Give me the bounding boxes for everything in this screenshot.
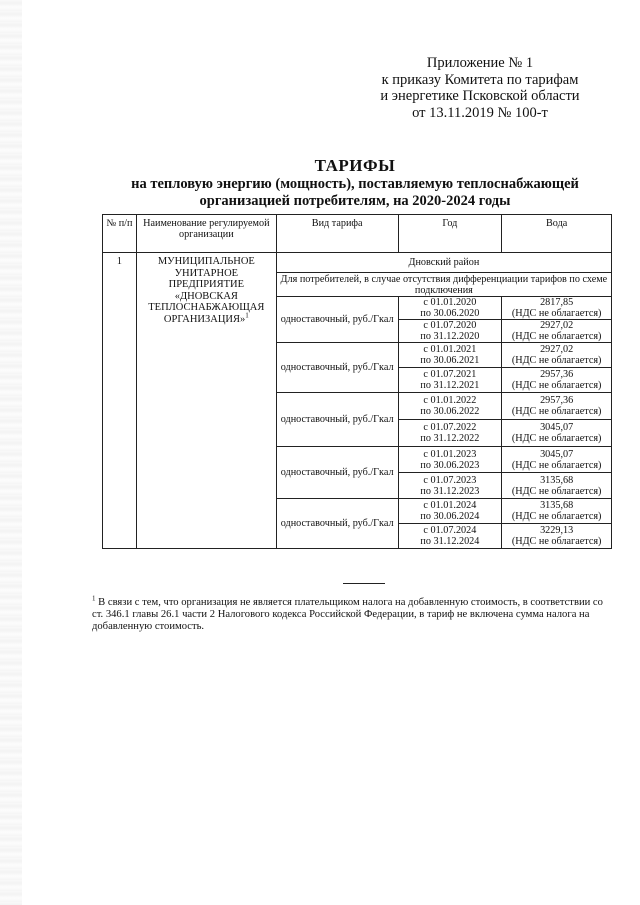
scan-edge-artifact bbox=[0, 0, 22, 905]
period-cell bbox=[398, 473, 502, 499]
vat-note: (НДС не облагается) bbox=[511, 536, 602, 547]
period-to: по 30.06.2021 bbox=[420, 355, 480, 366]
tariff-value: 3045,07 bbox=[540, 422, 574, 433]
period-cell bbox=[398, 297, 502, 320]
value-cell bbox=[502, 473, 612, 499]
appendix-line-3: и энергетике Псковской области bbox=[380, 88, 580, 104]
title-line-2: организацией потребителям, на 2020-2024 годы bbox=[199, 193, 511, 209]
period-to: по 31.12.2020 bbox=[420, 331, 480, 342]
appendix-line-2: к приказу Комитета по тарифам bbox=[381, 71, 579, 88]
period-to: по 31.12.2023 bbox=[420, 485, 480, 497]
period-cell bbox=[398, 499, 502, 524]
period-from: с 01.07.2023 bbox=[423, 474, 477, 486]
row-number: 1 bbox=[103, 253, 137, 549]
appendix-header bbox=[360, 55, 600, 121]
period-to: по 30.06.2023 bbox=[420, 459, 480, 471]
period-from: с 01.07.2020 bbox=[423, 320, 477, 331]
value-cell bbox=[502, 447, 612, 473]
value-cell bbox=[502, 524, 612, 549]
tariff-value: 3045,07 bbox=[540, 448, 574, 460]
footnote-text: В связи с тем, что организация не является плательщиком налога на добавленную стоимость, в соответствии со ст. 346.1 главы 26.1 части 2 Налогового кодекса Российской Федерации, в тариф не включена сумма налога на добавленную стоимость. bbox=[92, 597, 603, 632]
period-cell bbox=[398, 393, 502, 420]
tariff-value: 2957,36 bbox=[540, 395, 574, 406]
footnote-mark: 1 bbox=[92, 594, 96, 603]
tariff-value: 2957,36 bbox=[540, 369, 574, 380]
period-cell bbox=[398, 447, 502, 473]
header-water: Вода bbox=[502, 215, 612, 253]
org-name-cell bbox=[136, 253, 276, 549]
vat-note: (НДС не облагается) bbox=[511, 380, 602, 391]
tariff-value: 3229,13 bbox=[540, 525, 574, 536]
vat-note: (НДС не облагается) bbox=[511, 511, 602, 522]
period-to: по 30.06.2022 bbox=[420, 406, 480, 417]
header-year: Год bbox=[398, 215, 502, 253]
value-cell bbox=[502, 368, 612, 393]
vat-note: (НДС не облагается) bbox=[511, 406, 602, 417]
value-cell bbox=[502, 297, 612, 320]
tariff-type-2021: одноставочный, руб./Гкал bbox=[276, 343, 398, 393]
org-footnote-mark: 1 bbox=[245, 311, 249, 319]
value-cell bbox=[502, 420, 612, 447]
tariff-type-2022: одноставочный, руб./Гкал bbox=[276, 393, 398, 447]
period-to: по 31.12.2024 bbox=[420, 536, 480, 547]
period-from: с 01.01.2020 bbox=[423, 297, 477, 308]
period-to: по 30.06.2020 bbox=[420, 308, 480, 319]
value-cell bbox=[502, 393, 612, 420]
tariff-value: 3135,68 bbox=[540, 474, 574, 486]
period-from: с 01.01.2023 bbox=[423, 448, 477, 460]
vat-note: (НДС не облагается) bbox=[511, 308, 602, 319]
period-to: по 30.06.2024 bbox=[420, 511, 480, 522]
vat-note: (НДС не облагается) bbox=[511, 459, 602, 471]
title-main: ТАРИФЫ bbox=[314, 156, 396, 175]
vat-note: (НДС не облагается) bbox=[511, 355, 602, 366]
period-cell bbox=[398, 420, 502, 447]
tariff-value: 2817,85 bbox=[540, 297, 574, 308]
period-to: по 31.12.2021 bbox=[420, 380, 480, 391]
tariff-type-2023: одноставочный, руб./Гкал bbox=[276, 447, 398, 499]
period-cell bbox=[398, 343, 502, 368]
period-cell bbox=[398, 320, 502, 343]
vat-note: (НДС не облагается) bbox=[511, 331, 602, 342]
footnote bbox=[92, 594, 612, 633]
value-cell bbox=[502, 499, 612, 524]
value-cell bbox=[502, 320, 612, 343]
tariff-type-2020: одноставочный, руб./Гкал bbox=[276, 297, 398, 343]
period-from: с 01.07.2022 bbox=[423, 422, 477, 433]
title-line-1: на тепловую энергию (мощность), поставляемую теплоснабжающей bbox=[131, 176, 579, 192]
header-type: Вид тарифа bbox=[276, 215, 398, 253]
tariff-value: 3135,68 bbox=[540, 500, 574, 511]
district: Дновский район bbox=[276, 253, 611, 273]
period-from: с 01.07.2021 bbox=[423, 369, 477, 380]
table-header-row bbox=[103, 215, 612, 253]
footnote-divider bbox=[343, 583, 385, 584]
period-from: с 01.01.2021 bbox=[423, 344, 477, 355]
appendix-line-4: от 13.11.2019 № 100-т bbox=[412, 104, 548, 121]
period-to: по 31.12.2022 bbox=[420, 433, 480, 444]
header-num: № п/п bbox=[103, 215, 137, 253]
period-from: с 01.07.2024 bbox=[423, 525, 477, 536]
header-org: Наименование регулируемой организации bbox=[136, 215, 276, 253]
org-name: МУНИЦИПАЛЬНОЕ УНИТАРНОЕ ПРЕДПРИЯТИЕ «ДНОВСКАЯ ТЕПЛОСНАБЖАЮЩАЯ ОРГАНИЗАЦИЯ» bbox=[148, 256, 265, 325]
tariff-type-2024: одноставочный, руб./Гкал bbox=[276, 499, 398, 549]
tariff-value: 2927,02 bbox=[540, 344, 574, 355]
vat-note: (НДС не облагается) bbox=[511, 485, 602, 497]
period-from: с 01.01.2022 bbox=[423, 395, 477, 406]
document-title bbox=[100, 156, 610, 210]
consumers-note: Для потребителей, в случае отсутствия дифференциации тарифов по схеме подключения bbox=[276, 273, 611, 297]
appendix-line-1: Приложение № 1 bbox=[426, 55, 534, 71]
period-from: с 01.01.2024 bbox=[423, 500, 477, 511]
period-cell bbox=[398, 524, 502, 549]
period-cell bbox=[398, 368, 502, 393]
value-cell bbox=[502, 343, 612, 368]
tariff-value: 2927,02 bbox=[540, 320, 574, 331]
tariff-table bbox=[102, 214, 612, 549]
vat-note: (НДС не облагается) bbox=[511, 433, 602, 444]
